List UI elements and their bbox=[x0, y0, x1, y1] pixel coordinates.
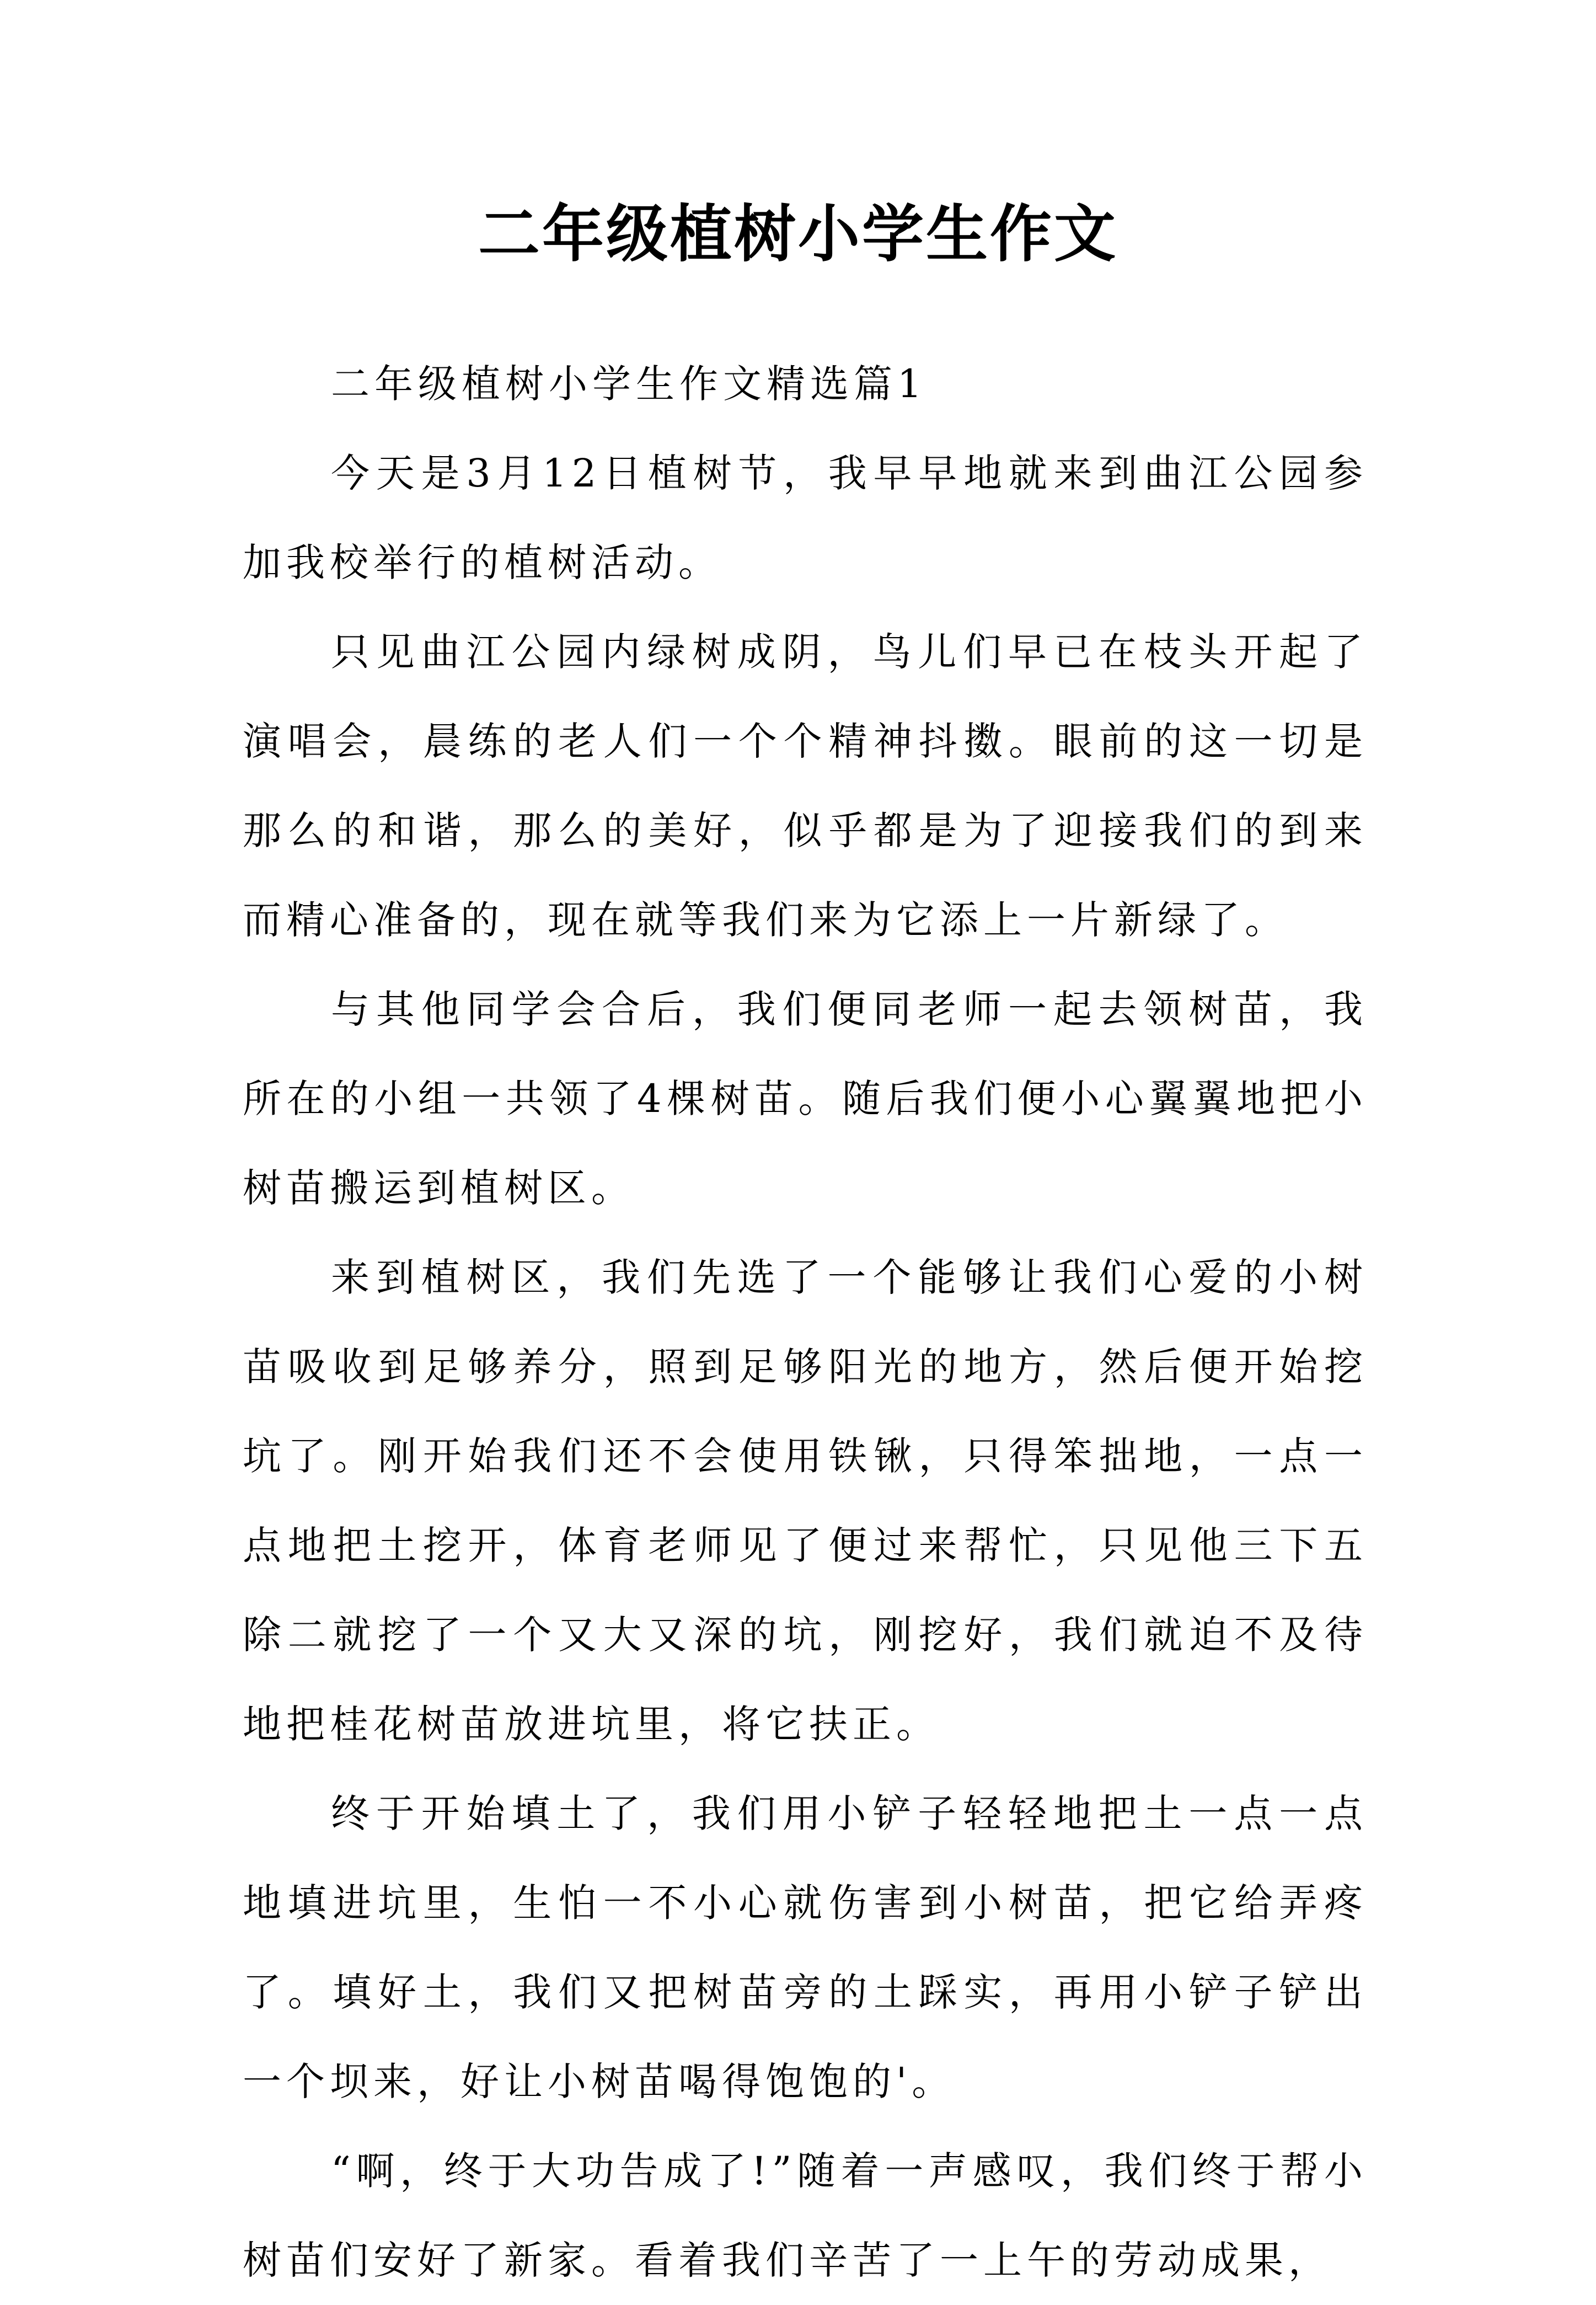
section-heading: 二年级植树小学生作文精选篇1 bbox=[331, 361, 927, 407]
document-title: 二年级植树小学生作文 bbox=[478, 199, 1118, 270]
paragraph: 终于开始填土了，我们用小铲子轻轻地把土一点一点地填进坑里，生怕一不小心就伤害到小树苗，把它给弄疼了。填好土，我们又把树苗旁的土踩实，再用小铲子铲出一个坝来，好让小树苗喝得饱饱的'。 bbox=[243, 1791, 1368, 2104]
paragraph: 与其他同学会合后，我们便同老师一起去领树苗，我所在的小组一共领了4棵树苗。随后我们便小心翼翼地把小树苗搬运到植树区。 bbox=[243, 987, 1368, 1211]
paragraph: 今天是3月12日植树节，我早早地就来到曲江公园参加我校举行的植树活动。 bbox=[243, 451, 1368, 585]
paragraph: 只见曲江公园内绿树成阴，鸟儿们早已在枝头开起了演唱会，晨练的老人们一个个精神抖擞。眼前的这一切是那么的和谐，那么的美好，似乎都是为了迎接我们的到来而精心准备的，现在就等我们来为它添上一片新绿了。 bbox=[243, 629, 1368, 943]
paragraph: 来到植树区，我们先选了一个能够让我们心爱的小树苗吸收到足够养分，照到足够阳光的地方，然后便开始挖坑了。刚开始我们还不会使用铁锹，只得笨拙地，一点一点地把土挖开，体育老师见了便过来帮忙，只见他三下五除二就挖了一个又大又深的坑，刚挖好，我们就迫不及待地把桂花树苗放进坑里，将它扶正。 bbox=[243, 1255, 1368, 1747]
paragraph: “啊，终于大功告成了!”随着一声感叹，我们终于帮小树苗们安好了新家。看着我们辛苦了一上午的劳动成果， bbox=[243, 2148, 1368, 2283]
document-body bbox=[243, 339, 1368, 2305]
